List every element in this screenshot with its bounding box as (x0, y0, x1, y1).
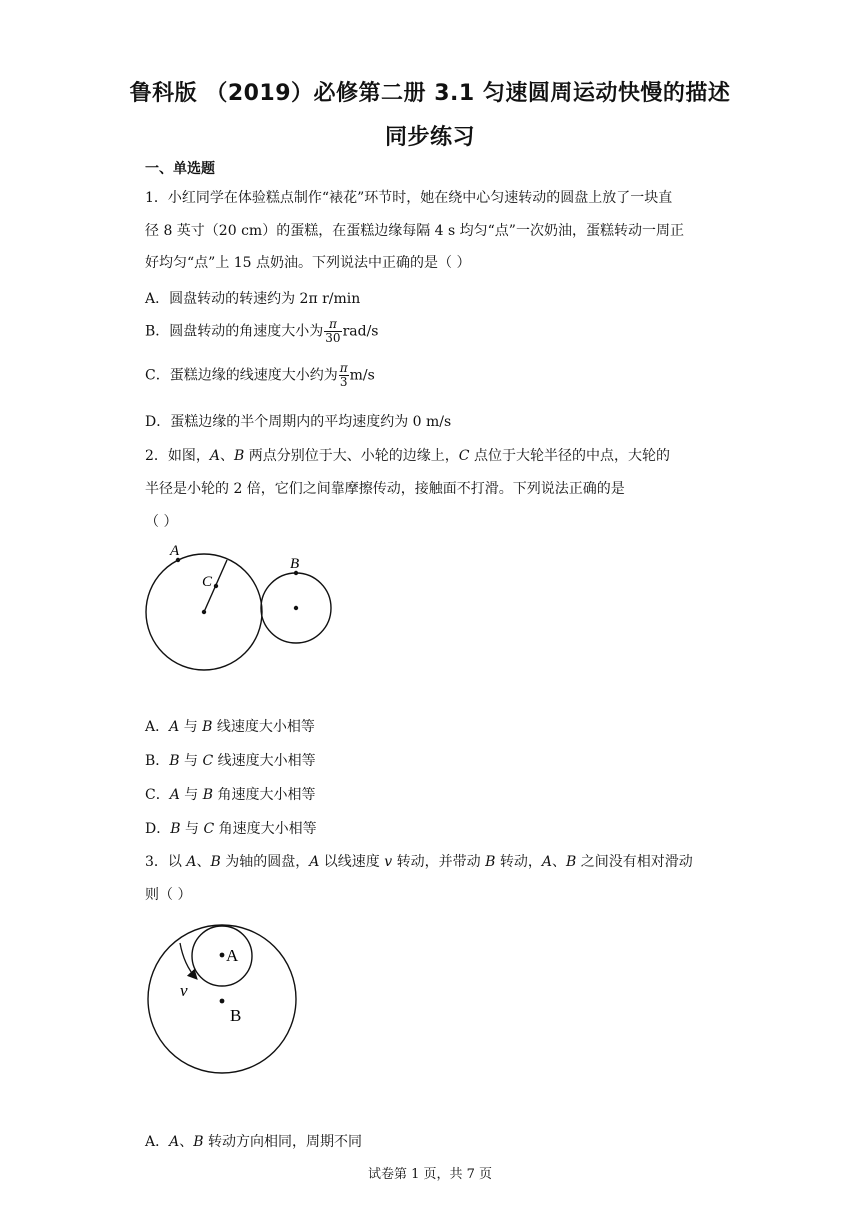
q2-option-a-text: 与 (179, 719, 203, 735)
q2-stem-line-2: 半径是小轮的 2 倍，它们之间靠摩擦传动，接触面不打滑。下列说法正确的是 (145, 481, 625, 497)
q2-option-b-text: 与 (179, 753, 203, 769)
q2-option-b-text: 线速度大小相等 (213, 753, 316, 769)
page-footer: 试卷第 1 页，共 7 页 (367, 1167, 493, 1182)
q2-label-c: C (202, 574, 213, 590)
q2-option-b (145, 750, 316, 770)
q3-center-b-dot (220, 999, 225, 1004)
q1-option-b (145, 318, 378, 345)
q1-option-c-text: C．蛋糕边缘的线速度大小约为 (145, 367, 338, 384)
q1-option-c (145, 362, 375, 389)
q2-option-c-text: 与 (179, 787, 203, 803)
q2-stem-text: 两点分别位于大、小轮的边缘上， (244, 448, 459, 464)
q2-option-a-var: B (202, 719, 213, 735)
q2-stem-var: C (458, 448, 470, 464)
q3-option-a (145, 1131, 362, 1151)
q3-disks-figure (140, 915, 310, 1080)
q3-stem-var: v (384, 854, 393, 870)
q3-stem-text: 3．以 (145, 854, 187, 870)
q3-stem-text: 之间没有相对滑动 (576, 854, 693, 870)
q2-small-center-dot (294, 606, 298, 610)
q3-stem-var: B (485, 854, 496, 870)
q3-label-v: v (180, 981, 188, 1000)
q1-option-c-denominator: 3 (339, 375, 348, 389)
q2-option-c-text: 角速度大小相等 (213, 787, 316, 803)
q1-option-c-fraction (339, 362, 349, 389)
q2-stem-var: A (209, 448, 221, 464)
q2-option-a-letter: A． (145, 719, 170, 735)
q2-option-d-text: 与 (180, 821, 204, 837)
q1-option-b-text: B．圆盘转动的角速度大小为 (145, 323, 324, 340)
q1-option-b-denominator: 30 (325, 331, 341, 345)
q3-option-a-var: A (169, 1134, 180, 1150)
q3-stem-var: A (309, 854, 320, 870)
q3-stem-text: 、 (196, 854, 211, 870)
q2-large-center-dot (202, 610, 206, 614)
q2-option-a-text: 线速度大小相等 (212, 719, 315, 735)
q1-option-b-unit: rad/s (342, 323, 379, 340)
q3-stem-text: 转动，并带动 (392, 854, 486, 870)
q1-stem-line-2: 径 8 英寸（20 cm）的蛋糕，在蛋糕边缘每隔 4 s 均匀“点”一次奶油，蛋糕转动一周正 (145, 223, 684, 239)
q2-option-a-var: A (169, 719, 180, 735)
q2-option-c-letter: C． (145, 787, 170, 803)
q2-option-d-var: B (170, 821, 181, 837)
q2-label-b: B (290, 556, 300, 572)
q3-stem-text: 以线速度 (319, 854, 385, 870)
q3-center-a-dot (220, 953, 225, 958)
q2-option-b-letter: B． (145, 753, 170, 769)
q1-stem-line-3: 好均匀“点”上 15 点奶油。下列说法中正确的是（ ） (145, 255, 471, 271)
q1-stem-line-1: 1．小红同学在体验糕点制作“裱花”环节时，她在绕中心匀速转动的圆盘上放了一块直 (145, 190, 673, 206)
q2-option-c (145, 784, 316, 804)
q3-option-a-text: 、 (179, 1134, 194, 1150)
q2-option-b-var: C (202, 753, 214, 769)
q2-option-d-letter: D． (145, 821, 171, 837)
q2-stem-line-3: （ ） (145, 514, 178, 530)
q2-option-d-var: C (203, 821, 215, 837)
section-heading: 一、单选题 (145, 161, 215, 177)
q2-label-a: A (170, 543, 180, 559)
q2-option-d (145, 818, 317, 838)
q3-label-a: A (226, 946, 239, 965)
q2-friction-wheels-figure (140, 540, 340, 675)
q3-stem-line-1 (145, 851, 693, 871)
q2-option-b-var: B (169, 753, 180, 769)
q3-option-a-var: B (193, 1134, 204, 1150)
q1-option-c-numerator: π (339, 361, 348, 375)
q2-stem-text: 2．如图， (145, 448, 210, 464)
q3-stem-var: B (210, 854, 221, 870)
q3-stem-line-2: 则（ ） (145, 887, 192, 903)
q2-stem-text: 、 (220, 448, 235, 464)
q2-stem-text: 点位于大轮半径的中点，大轮的 (469, 448, 670, 464)
q3-stem-text: 为轴的圆盘， (220, 854, 310, 870)
q1-option-d: D．蛋糕边缘的半个周期内的平均速度约为 0 m/s (145, 414, 452, 430)
q2-stem-line-1 (145, 445, 670, 465)
q2-option-c-var: B (202, 787, 214, 803)
q1-option-b-numerator: π (324, 318, 341, 332)
q3-stem-text: 转动， (495, 854, 542, 870)
q3-stem-var: A (541, 854, 552, 870)
q3-stem-var: B (565, 854, 577, 870)
q3-stem-var: A (186, 854, 197, 870)
page-title-line1: 鲁科版 （2019）必修第二册 3.1 匀速圆周运动快慢的描述 (129, 81, 731, 106)
q2-option-c-var: A (169, 787, 180, 803)
q2-stem-var: B (234, 448, 245, 464)
q3-stem-text: 、 (551, 854, 566, 870)
q3-option-a-letter: A． (145, 1134, 170, 1150)
q2-point-c-dot (214, 584, 218, 588)
q1-option-a: A．圆盘转动的转速约为 2π r/min (145, 291, 361, 307)
q2-option-d-text: 角速度大小相等 (214, 821, 317, 837)
q3-label-b: B (230, 1006, 242, 1025)
q3-option-a-text: 转动方向相同，周期不同 (203, 1134, 362, 1150)
q1-option-b-fraction (324, 318, 341, 345)
page-title-line2: 同步练习 (384, 125, 475, 150)
q2-option-a (145, 716, 315, 736)
q1-option-c-unit: m/s (349, 367, 375, 384)
